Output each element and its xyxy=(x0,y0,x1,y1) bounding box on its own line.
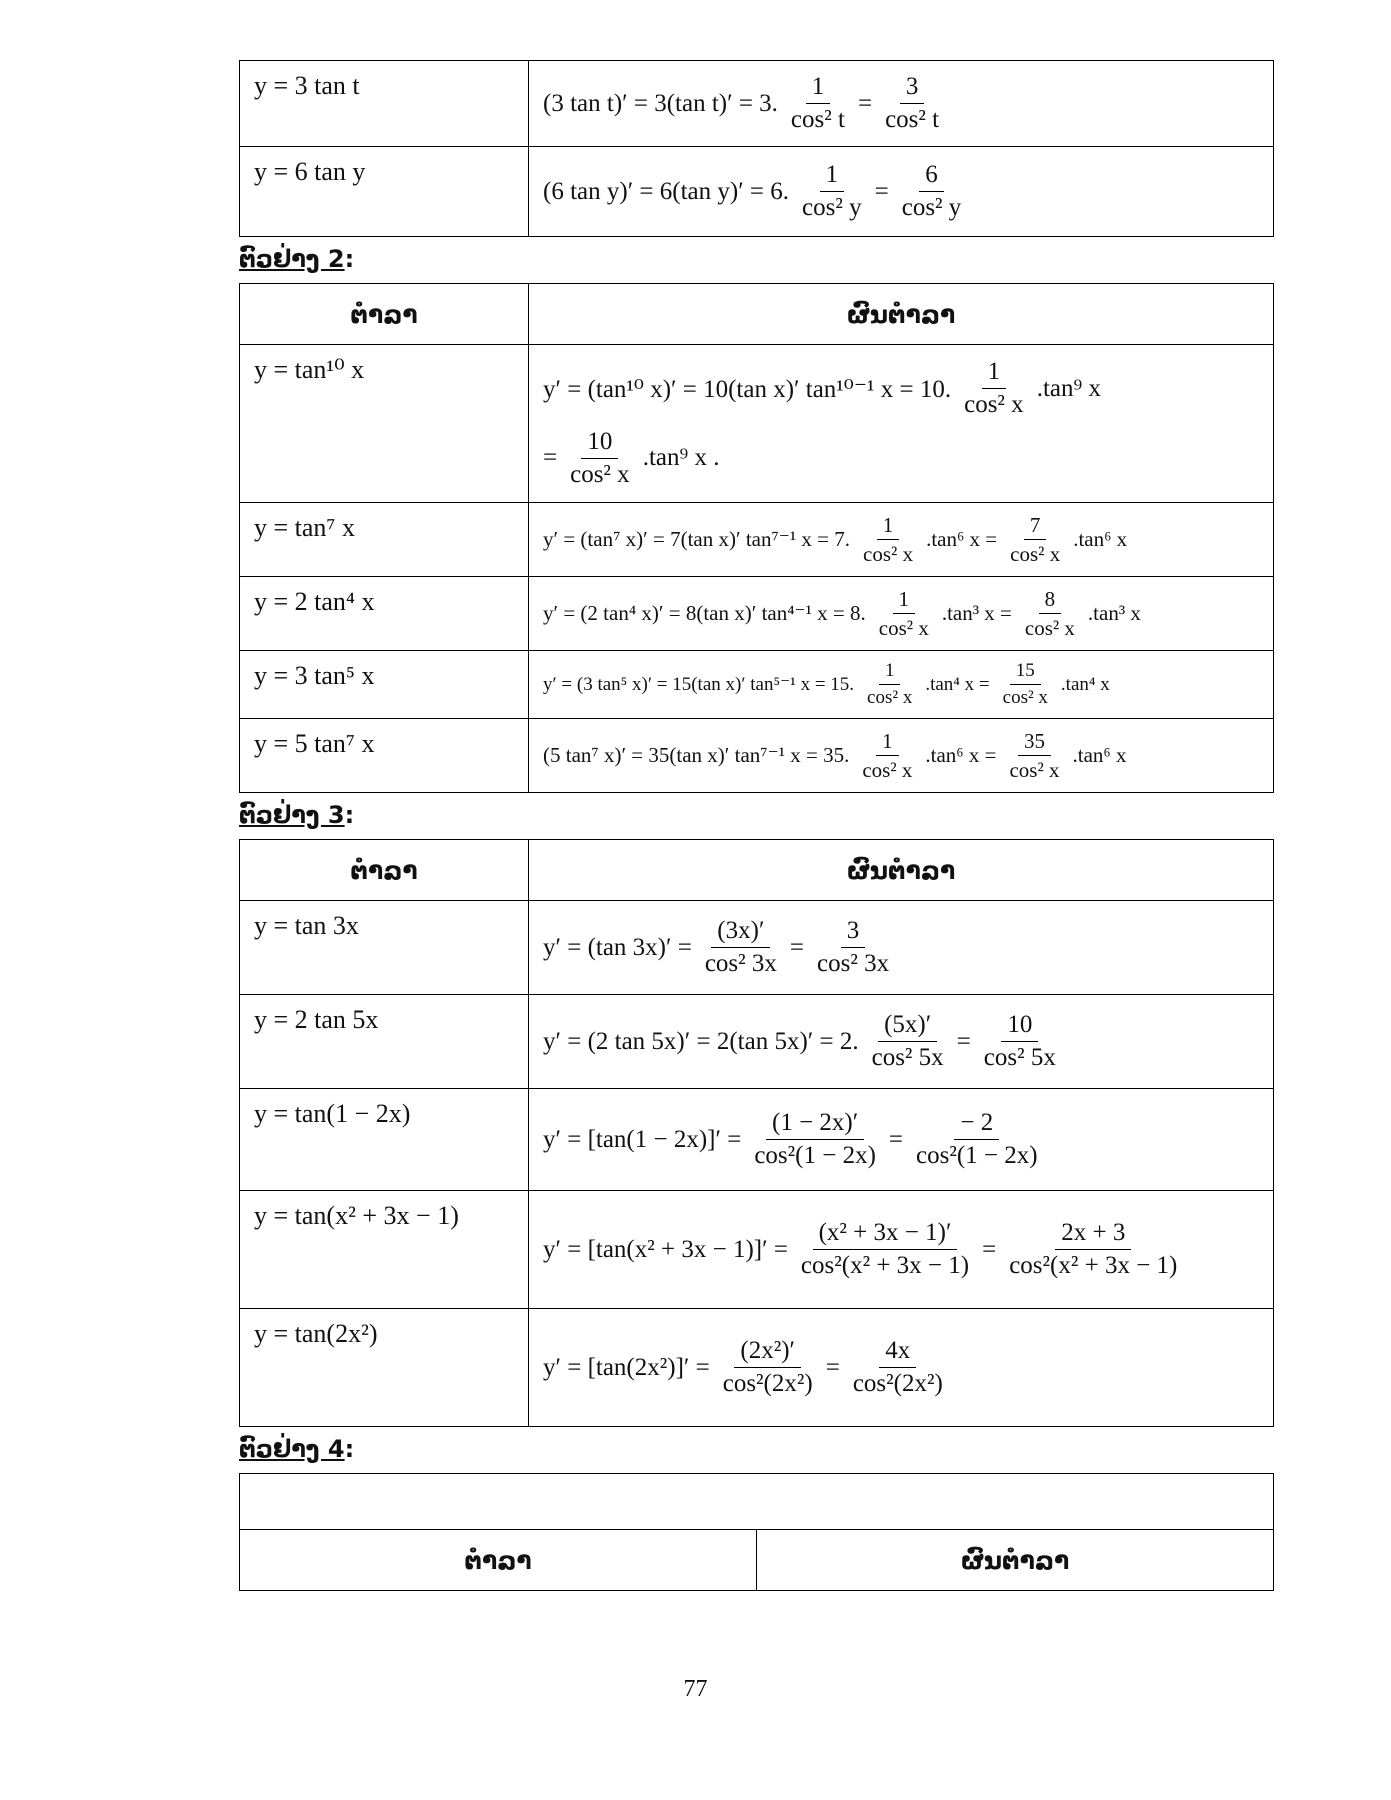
fraction: $\frac{(1 - 2x)'}{\text{cos²(1 − 2x)}}$ xyxy=(754,1108,876,1169)
derivative-cell: y′ = [tan(2x²)]′ = $\frac{\text{(2x²)′}}{\text{cos²(2x²)}}$ = $\frac{4x}{\text{cos²(2x²)}}$ xyxy=(529,1309,1274,1427)
derivative-cell: (6 tan y)′ = 6(tan y)′ = 6. $\frac{1}{\text{cos² y}}$ = $\frac{6}{\text{cos² y}}$ xyxy=(529,147,1274,237)
fraction: $\frac{1}{\text{cos² x}}$ xyxy=(867,660,913,708)
derivative-cell: y′ = (2 tan 5x)′ = 2(tan 5x)′ = 2. $\frac{(5x)'}{\text{cos² 5x}}$ = $\frac{10}{\text{cos² 5x}}$ xyxy=(529,995,1274,1089)
derivative-cell: (3 tan t)′ = 3(tan t)′ = 3. $\frac{1}{\text{cos² t}}$ = $\frac{3}{\text{cos² t}}$ xyxy=(529,61,1274,147)
column-header-function: ຕຳລາ xyxy=(240,1530,757,1591)
fraction: $\frac{8}{\text{cos² x}}$ xyxy=(1024,586,1075,640)
function-cell: y = tan 3x xyxy=(240,901,529,995)
fraction: $\frac{35}{\text{cos² x}}$ xyxy=(1009,728,1060,782)
function-cell: y = 6 tan y xyxy=(240,147,529,237)
table-row xyxy=(240,61,1274,147)
function-cell: y = 5 tan⁷ x xyxy=(240,719,529,793)
table-row xyxy=(240,1089,1274,1191)
example-4-title: ຕົວຢ່າງ 4: xyxy=(239,1435,355,1463)
example-2-table xyxy=(239,283,1274,793)
function-cell: y = 2 tan⁴ x xyxy=(240,577,529,651)
table-row xyxy=(240,345,1274,503)
table-row xyxy=(240,1191,1274,1309)
fraction: $\frac{\text{(x² + 3x − 1)′}}{\text{cos²(x² + 3x − 1)}}$ xyxy=(800,1218,970,1279)
fraction: $\frac{10}{\text{cos² x}}$ xyxy=(570,427,630,488)
derivative-cell: y′ = (tan⁷ x)′ = 7(tan x)′ tan⁷⁻¹ x = 7. $\frac{1}{\text{cos² x}}$ .tan⁶ x = $\frac{7}{\text{cos² x}}$ .tan⁶ x xyxy=(529,503,1274,577)
table-row xyxy=(240,719,1274,793)
document-page xyxy=(239,60,1274,1591)
table-row xyxy=(240,503,1274,577)
example-3-title: ຕົວຢ່າງ 3: xyxy=(239,801,355,829)
fraction: $\frac{1}{\text{cos² x}}$ xyxy=(878,586,929,640)
fraction: $\frac{(5x)'}{\text{cos² 5x}}$ xyxy=(871,1010,944,1071)
derivative-cell: (5 tan⁷ x)′ = 35(tan x)′ tan⁷⁻¹ x = 35. $\frac{1}{\text{cos² x}}$ .tan⁶ x = $\frac{35}{\text{cos² x}}$ .tan⁶ x xyxy=(529,719,1274,793)
column-header-derivative: ຜົນຕຳລາ xyxy=(529,840,1274,901)
derivative-table-continued xyxy=(239,60,1274,237)
fraction: $\frac{1}{\text{cos² y}}$ xyxy=(802,160,862,221)
example-4-table xyxy=(239,1473,1274,1591)
table-header-row xyxy=(240,284,1274,345)
function-cell: y = 2 tan 5x xyxy=(240,995,529,1089)
fraction: $\frac{3}{\text{cos² 3x}}$ xyxy=(817,916,890,977)
example-2-title: ຕົວຢ່າງ 2: xyxy=(239,245,355,273)
fraction: $\frac{10}{\text{cos² 5x}}$ xyxy=(983,1010,1056,1071)
function-cell: y = tan(1 − 2x) xyxy=(240,1089,529,1191)
derivative-cell: y′ = (3 tan⁵ x)′ = 15(tan x)′ tan⁵⁻¹ x = 15. $\frac{1}{\text{cos² x}}$ .tan⁴ x = $\frac{15}{\text{cos² x}}$ .tan⁴ x xyxy=(529,651,1274,719)
column-header-derivative: ຜົນຕຳລາ xyxy=(529,284,1274,345)
function-cell: y = 3 tan t xyxy=(240,61,529,147)
fraction: $\frac{6}{\text{cos² y}}$ xyxy=(901,160,962,221)
function-cell: y = tan⁷ x xyxy=(240,503,529,577)
derivative-cell: y′ = (2 tan⁴ x)′ = 8(tan x)′ tan⁴⁻¹ x = 8. $\frac{1}{\text{cos² x}}$ .tan³ x = $\frac{8}{\text{cos² x}}$ .tan³ x xyxy=(529,577,1274,651)
table-row xyxy=(240,147,1274,237)
derivative-cell: y′ = [tan(x² + 3x − 1)]′ = $\frac{\text{(x² + 3x − 1)′}}{\text{cos²(x² + 3x − 1)}}$ = $\frac{2x + 3}{\text{cos²(x² + 3x − 1)}}$ xyxy=(529,1191,1274,1309)
function-cell: y = tan(2x²) xyxy=(240,1309,529,1427)
derivative-cell: y′ = (tan 3x)′ = $\frac{(3x)'}{\text{cos² 3x}}$ = $\frac{3}{\text{cos² 3x}}$ xyxy=(529,901,1274,995)
fraction: $\frac{1}{\text{cos² x}}$ xyxy=(862,728,913,782)
fraction: $\frac{1}{\text{cos² x}}$ xyxy=(863,512,914,566)
function-cell: y = 3 tan⁵ x xyxy=(240,651,529,719)
fraction: $\frac{15}{\text{cos² x}}$ xyxy=(1002,660,1048,708)
fraction: $\frac{7}{\text{cos² x}}$ xyxy=(1010,512,1061,566)
example-3-table xyxy=(239,839,1274,1427)
fraction: $\frac{\text{(2x²)′}}{\text{cos²(2x²)}}$ xyxy=(722,1336,813,1397)
table-row xyxy=(240,577,1274,651)
fraction: $\frac{1}{\text{cos² t}}$ xyxy=(790,72,845,133)
column-header-function: ຕຳລາ xyxy=(240,840,529,901)
table-row xyxy=(240,995,1274,1089)
fraction: $\frac{4x}{\text{cos²(2x²)}}$ xyxy=(852,1336,943,1397)
page-number: 77 xyxy=(683,1676,708,1702)
fraction: $\frac{- 2}{\text{cos²(1 − 2x)}}$ xyxy=(916,1108,1038,1169)
fraction: $\frac{1}{\text{cos² x}}$ xyxy=(964,358,1024,419)
table-row xyxy=(240,901,1274,995)
table-header-row xyxy=(240,840,1274,901)
function-cell: y = tan(x² + 3x − 1) xyxy=(240,1191,529,1309)
derivative-cell: y′ = [tan(1 − 2x)]′ = $\frac{(1 - 2x)'}{\text{cos²(1 − 2x)}}$ = $\frac{- 2}{\text{cos²(1 − 2x)}}$ xyxy=(529,1089,1274,1191)
table-header-row xyxy=(240,1530,1274,1591)
fraction: $\frac{(3x)'}{\text{cos² 3x}}$ xyxy=(704,916,777,977)
table-blank-row xyxy=(240,1474,1274,1530)
table-row xyxy=(240,1309,1274,1427)
fraction: $\frac{3}{\text{cos² t}}$ xyxy=(885,72,940,133)
fraction: $\frac{2x + 3}{\text{cos²(x² + 3x − 1)}}$ xyxy=(1009,1218,1178,1279)
blank-cell xyxy=(240,1474,1274,1530)
column-header-function: ຕຳລາ xyxy=(240,284,529,345)
function-cell: y = tan¹⁰ x xyxy=(240,345,529,503)
table-row xyxy=(240,651,1274,719)
column-header-derivative: ຜົນຕຳລາ xyxy=(757,1530,1274,1591)
derivative-cell: y′ = (tan¹⁰ x)′ = 10(tan x)′ tan¹⁰⁻¹ x = 10. $\frac{1}{\text{cos² x}}$ .tan⁹ x = $\frac{10}{\text{cos² x}}$ .tan⁹ x . xyxy=(529,345,1274,503)
